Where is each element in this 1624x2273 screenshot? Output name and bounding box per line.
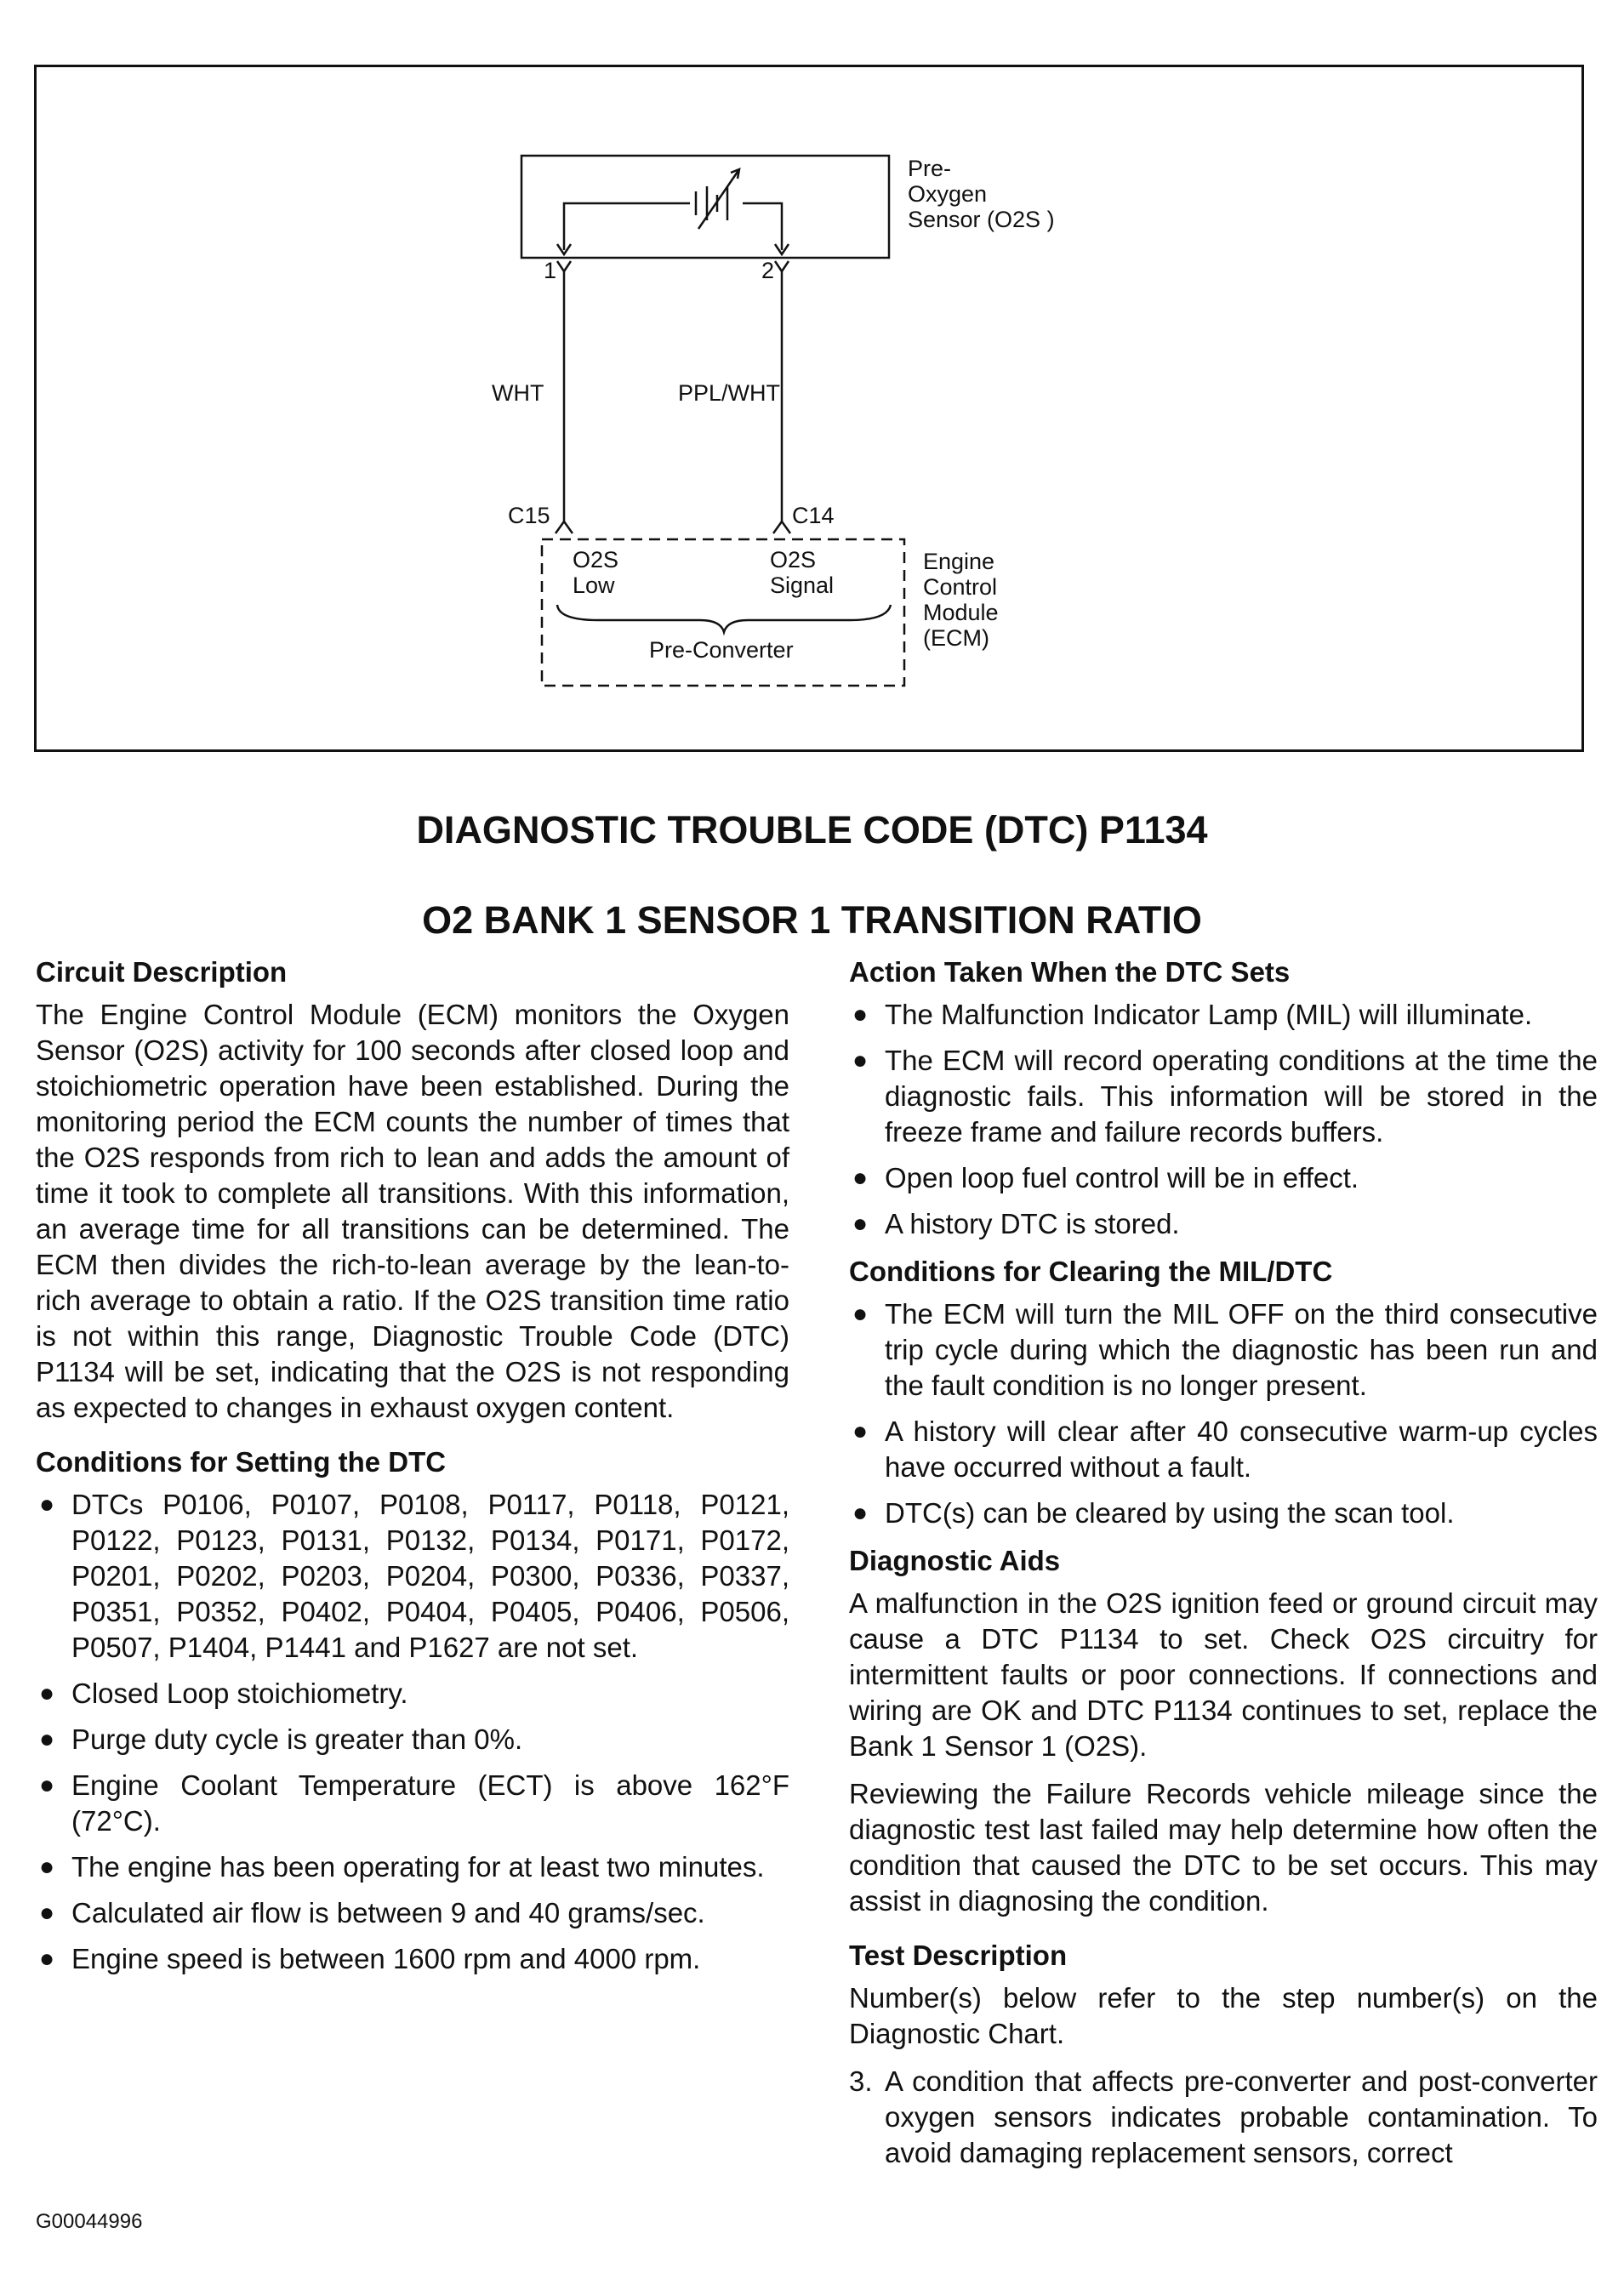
list-item-text: A history will clear after 40 consecutive warm-up cycles have occurred without a fault. xyxy=(885,1416,1598,1483)
connector-c15-label: C15 xyxy=(508,503,550,528)
list-item xyxy=(849,1043,1598,1150)
list-item-text: Purge duty cycle is greater than 0%. xyxy=(71,1723,523,1755)
wire-2-color-label: PPL/WHT xyxy=(678,380,781,406)
ecm-label-line-4: (ECM) xyxy=(923,625,989,651)
circuit-description-text: The Engine Control Module (ECM) monitors the Oxygen Sensor (O2S) activity for 100 seconds after closed loop and stoichiometric operation have been established. During the monitoring period the ECM counts the number of times that the O2S responds from rich to lean and adds the amount of time it took to complete all transitions. With this information, an average time for all transitions can be determined. The ECM then divides the rich-to-lean average by the lean-to-rich average to obtain a ratio. If the O2S transition time ratio is not within this range, Diagnostic Trouble Code (DTC) P1134 will be set, indicating that the O2S is not responding as expected to changes in exhaust oxygen content. xyxy=(36,999,789,1423)
bullet-icon: ● xyxy=(39,1899,55,1927)
left-column xyxy=(36,954,789,1989)
diagnostic-aids-text-2: Reviewing the Failure Records vehicle mileage since the diagnostic test last failed may help determine how often the condition that caused the DTC to be set occurs. This may assist in diagnosing the condition. xyxy=(849,1778,1598,1917)
bullet-icon: ● xyxy=(39,1679,55,1707)
test-description-heading: Test Description xyxy=(849,1940,1068,1971)
pin-1-label: 1 xyxy=(544,258,557,283)
pre-converter-label: Pre-Converter xyxy=(649,637,794,663)
list-item-text: DTCs P0106, P0107, P0108, P0117, P0118, P0121, P0122, P0123, P0131, P0132, P0134, P0171, P0172, P0201, P0202, P0203, P0204, P0300, P0336, P0337, P0351, P0352, P0402, P0404, P0405, P0406, P0506, P0507, P1404, P1441 and P1627 are not set. xyxy=(71,1489,789,1663)
diagnostic-aids-heading: Diagnostic Aids xyxy=(849,1545,1061,1576)
clearing-conditions-list xyxy=(849,1296,1598,1531)
variable-cell-icon xyxy=(696,169,739,229)
ecm-terminal-2-line-2: Signal xyxy=(770,573,835,598)
list-item-text: Engine Coolant Temperature (ECT) is above 162°F (72°C). xyxy=(71,1769,789,1837)
list-item-text: Closed Loop stoichiometry. xyxy=(71,1678,408,1709)
list-item xyxy=(36,1895,789,1931)
diagnostic-aids-text-1: A malfunction in the O2S ignition feed or ground circuit may cause a DTC P1134 to set. Check O2S circuitry for intermittent faults or poor connections. If connections and wiring are OK and DTC P1134 continues to set, replace the Bank 1 Sensor 1 (O2S). xyxy=(849,1587,1598,1762)
list-item xyxy=(849,1296,1598,1404)
bullet-icon: ● xyxy=(39,1490,55,1518)
test-description-text: Number(s) below refer to the step number(s) on the Diagnostic Chart. xyxy=(849,1982,1598,2049)
list-item-text: Engine speed is between 1600 rpm and 4000 rpm. xyxy=(71,1943,701,1974)
list-item xyxy=(849,1414,1598,1485)
circuit-description-heading: Circuit Description xyxy=(36,956,288,988)
bullet-icon: ● xyxy=(852,1499,869,1527)
clearing-conditions-heading: Conditions for Clearing the MIL/DTC xyxy=(849,1256,1333,1287)
action-taken-list xyxy=(849,997,1598,1242)
bullet-icon: ● xyxy=(39,1771,55,1799)
pin-2-label: 2 xyxy=(761,258,775,283)
bullet-icon: ● xyxy=(39,1945,55,1973)
list-item xyxy=(36,1768,789,1839)
step-text: A condition that affects pre-converter and post-converter oxygen sensors indicates probable contamination. To avoid damaging replacement sensors, correct xyxy=(885,2065,1598,2168)
document-code: G00044996 xyxy=(36,2210,143,2233)
dtc-title: DIAGNOSTIC TROUBLE CODE (DTC) P1134 xyxy=(416,808,1208,852)
list-item-text: The ECM will record operating conditions at the time the diagnostic fails. This information will be stored in the freeze frame and failure records buffers. xyxy=(885,1045,1598,1148)
test-step-3 xyxy=(849,2064,1598,2171)
list-item-text: The ECM will turn the MIL OFF on the third consecutive trip cycle during which the diagnostic has been run and the fault condition is no longer present. xyxy=(885,1298,1598,1401)
ecm-label-line-1: Engine xyxy=(923,549,995,574)
bullet-icon: ● xyxy=(852,1417,869,1445)
ecm-label-line-2: Control xyxy=(923,574,998,600)
bullet-icon: ● xyxy=(852,1164,869,1192)
wiring-diagram-svg xyxy=(37,67,1584,752)
list-item xyxy=(849,1206,1598,1242)
list-item xyxy=(36,1722,789,1757)
dtc-subtitle: O2 BANK 1 SENSOR 1 TRANSITION RATIO xyxy=(422,898,1202,942)
list-item-text: Calculated air flow is between 9 and 40 grams/sec. xyxy=(71,1897,705,1928)
list-item xyxy=(36,1676,789,1712)
setting-conditions-heading: Conditions for Setting the DTC xyxy=(36,1446,447,1478)
ecm-terminal-2-line-1: O2S xyxy=(770,547,817,573)
pre-converter-brace xyxy=(557,605,891,632)
pin-2-connector xyxy=(775,261,789,271)
bullet-icon: ● xyxy=(852,1046,869,1074)
ecm-label-line-3: Module xyxy=(923,600,999,625)
list-item-text: Open loop fuel control will be in effect. xyxy=(885,1162,1359,1193)
bullet-icon: ● xyxy=(39,1853,55,1881)
list-item xyxy=(36,1941,789,1977)
sensor-internal-lead-1 xyxy=(564,203,690,250)
pin-1-connector xyxy=(557,261,571,271)
list-item-text: The engine has been operating for at least two minutes. xyxy=(71,1851,765,1883)
bullet-icon: ● xyxy=(852,1000,869,1028)
right-column xyxy=(849,954,1598,2171)
connector-c14-label: C14 xyxy=(792,503,835,528)
sensor-label-line-1: Pre- xyxy=(908,156,952,181)
sensor-label-line-2: Oxygen xyxy=(908,181,988,207)
setting-conditions-list xyxy=(36,1487,789,1977)
bullet-icon: ● xyxy=(852,1300,869,1328)
ecm-terminal-1-line-2: Low xyxy=(573,573,615,598)
connector-c14-symbol xyxy=(773,521,790,533)
bullet-icon: ● xyxy=(852,1210,869,1238)
sensor-housing xyxy=(521,156,889,258)
list-item xyxy=(849,1495,1598,1531)
list-item-text: A history DTC is stored. xyxy=(885,1208,1180,1239)
list-item xyxy=(849,1160,1598,1196)
step-number: 3. xyxy=(849,2065,873,2097)
sensor-label-line-3: Sensor (O2S ) xyxy=(908,207,1055,232)
action-taken-heading: Action Taken When the DTC Sets xyxy=(849,956,1291,988)
list-item-text: The Malfunction Indicator Lamp (MIL) will illuminate. xyxy=(885,999,1533,1030)
list-item xyxy=(36,1487,789,1666)
wiring-diagram xyxy=(34,65,1584,752)
list-item xyxy=(36,1849,789,1885)
connector-c15-symbol xyxy=(556,521,573,533)
bullet-icon: ● xyxy=(39,1725,55,1753)
ecm-terminal-1-line-1: O2S xyxy=(573,547,619,573)
list-item-text: DTC(s) can be cleared by using the scan tool. xyxy=(885,1497,1455,1529)
list-item xyxy=(849,997,1598,1033)
wire-1-color-label: WHT xyxy=(492,380,544,406)
sensor-internal-lead-2 xyxy=(743,203,782,250)
